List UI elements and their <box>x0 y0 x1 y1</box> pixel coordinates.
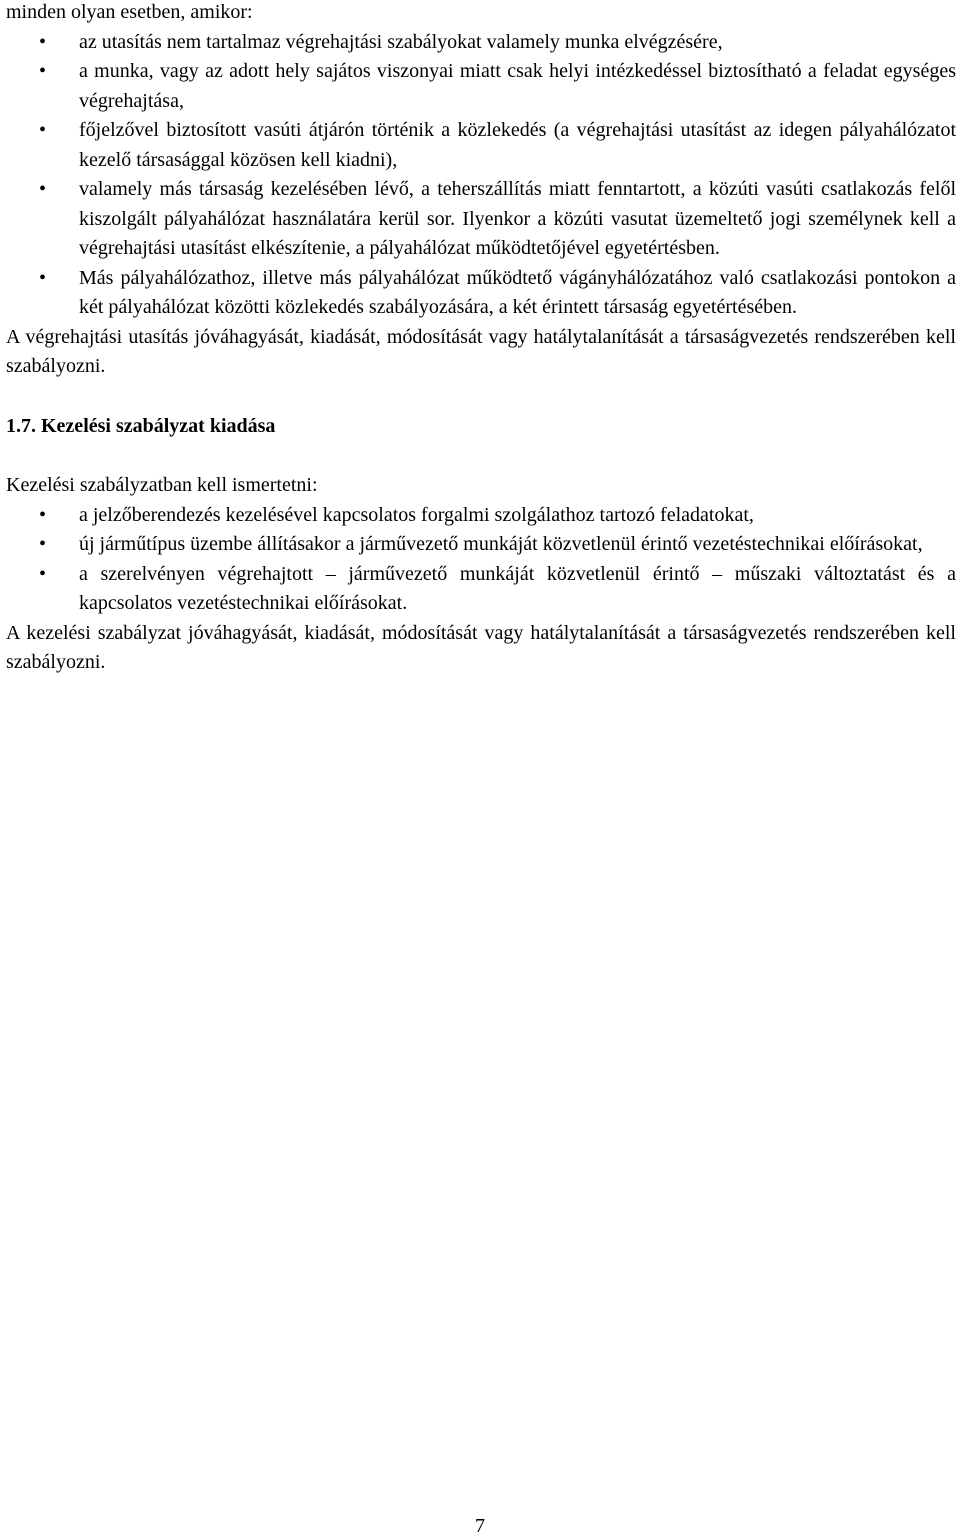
content-list <box>6 501 956 619</box>
list-item-text: Más pályahálózathoz, illetve más pályahálózat működtető vágányhálózatához való csatlakozási pontokon a két pályahálózat közötti közlekedés szabályozására, a két érintett társaság egyetértésében. <box>79 266 956 318</box>
list-item-text: főjelzővel biztosított vasúti átjárón történik a közlekedés (a végrehajtási utasítást az idegen pályahálózatot kezelő társasággal közösen kell kiadni), <box>79 119 956 171</box>
bullet-icon: • <box>39 30 47 53</box>
list-item <box>6 57 956 116</box>
list-item <box>6 175 956 264</box>
bullet-icon: • <box>39 533 47 555</box>
body-paragraph: A végrehajtási utasítás jóváhagyását, kiadását, módosítását vagy hatálytalanítását a társaságvezetés rendszerében kell szabályozni. <box>6 325 956 377</box>
intro-text: minden olyan esetben, amikor: <box>6 1 253 23</box>
list-item <box>6 116 956 175</box>
bullet-icon: • <box>39 562 47 585</box>
page-number: 7 <box>475 1515 485 1537</box>
list-item-text: új járműtípus üzembe állításakor a járművezető munkáját közvetlenül érintő vezetéstechnikai előírásokat, <box>79 533 923 555</box>
list-item <box>6 530 956 560</box>
requirement-list <box>6 28 956 323</box>
page-content <box>6 0 956 678</box>
bullet-icon: • <box>39 119 47 141</box>
intro-text: Kezelési szabályzatban kell ismertetni: <box>6 474 318 496</box>
list-item-text: a munka, vagy az adott hely sajátos viszonyai miatt csak helyi intézkedéssel biztosítható a feladat egységes végrehajtása, <box>79 60 956 112</box>
spacer <box>6 441 956 471</box>
body-paragraph: A kezelési szabályzat jóváhagyását, kiadását, módosítását vagy hatálytalanítását a társaságvezetés rendszerében kell szabályozni. <box>6 621 956 673</box>
list-item <box>6 501 956 531</box>
list-item <box>6 264 956 323</box>
list-item-text: valamely más társaság kezelésében lévő, a teherszállítás miatt fenntartott, a közúti vasúti csatlakozás felől kiszolgált pályahálózat használatára kerül sor. Ilyenkor a közúti vasutat üzemeltető jogi személynek kell a végrehajtási utasítást elkészítenie, a pályahálózat működtetőjével egyetértésben. <box>79 178 956 259</box>
list-item <box>6 560 956 619</box>
bullet-icon: • <box>39 266 47 289</box>
list-item <box>6 28 956 58</box>
bullet-icon: • <box>39 178 47 200</box>
list-item-text: az utasítás nem tartalmaz végrehajtási szabályokat valamely munka elvégzésére, <box>79 30 723 53</box>
list-item-text: a szerelvényen végrehajtott – járművezető munkáját közvetlenül érintő – műszaki változtatást és a kapcsolatos vezetéstechnikai előírásokat. <box>79 562 956 614</box>
spacer <box>6 382 956 412</box>
list-item-text: a jelzőberendezés kezelésével kapcsolatos forgalmi szolgálathoz tartozó feladatokat, <box>79 503 754 526</box>
bullet-icon: • <box>39 503 47 526</box>
section-heading: 1.7. Kezelési szabályzat kiadása <box>6 414 276 437</box>
bullet-icon: • <box>39 60 47 82</box>
